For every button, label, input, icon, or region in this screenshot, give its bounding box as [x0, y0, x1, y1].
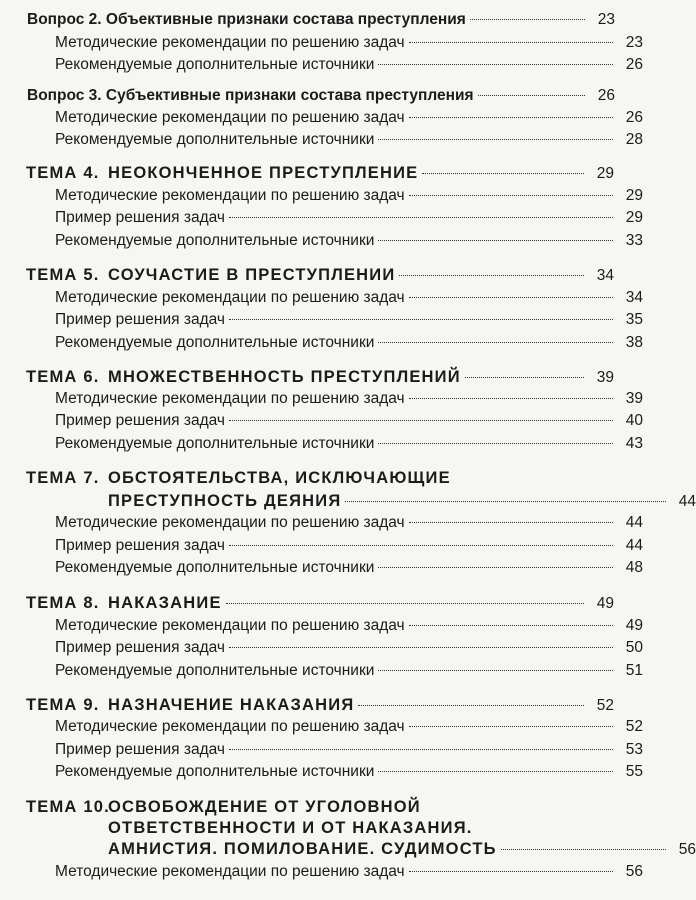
leader-dots: [422, 173, 584, 174]
leader-dots: [409, 871, 613, 872]
toc-subentry[interactable]: [0, 616, 643, 636]
topic-title-continued: ПРЕСТУПНОСТЬ ДЕЯНИЯ: [108, 492, 342, 510]
leader-dots: [409, 726, 613, 727]
page-number: 39: [625, 390, 643, 407]
toc-subentry[interactable]: [0, 231, 643, 251]
toc-subentry[interactable]: [0, 108, 643, 128]
topic-number: ТЕМА 8.: [26, 594, 100, 612]
toc-subentry-title: Пример решения задач: [55, 209, 225, 226]
toc-subentry[interactable]: [0, 55, 643, 75]
toc-subentry-title: Методические рекомендации по решению задач: [55, 514, 405, 531]
topic-title-line: [26, 468, 451, 488]
leader-dots: [378, 567, 613, 568]
topic-title-continued: АМНИСТИЯ. ПОМИЛОВАНИЕ. СУДИМОСТЬ: [108, 840, 497, 858]
page-number: 29: [625, 209, 643, 226]
page-number: 53: [625, 741, 643, 758]
toc-subentry[interactable]: [0, 33, 643, 53]
leader-dots: [399, 275, 584, 276]
toc-subentry[interactable]: [0, 333, 643, 353]
page-number: 26: [625, 56, 643, 73]
topic-number: ТЕМА 6.: [26, 368, 100, 386]
page-number: 34: [625, 289, 643, 306]
page-number: 29: [596, 165, 614, 182]
toc-subentry[interactable]: [0, 389, 643, 409]
leader-dots: [358, 705, 584, 706]
toc-subentry-title: Методические рекомендации по решению задач: [55, 289, 405, 306]
toc-topic-entry[interactable]: [0, 367, 614, 388]
toc-subentry[interactable]: [0, 208, 643, 228]
leader-dots: [465, 377, 584, 378]
toc-subentry[interactable]: [0, 740, 643, 760]
toc-subentry-title: Пример решения задач: [55, 741, 225, 758]
page-number: 38: [625, 334, 643, 351]
topic-title: ОСВОБОЖДЕНИЕ ОТ УГОЛОВНОЙ: [108, 798, 421, 816]
page-number: 23: [597, 11, 615, 28]
toc-topic-entry[interactable]: [0, 265, 614, 286]
toc-subentry[interactable]: [0, 186, 643, 206]
topic-number: ТЕМА 7.: [26, 469, 100, 487]
leader-dots: [229, 319, 613, 320]
page-number: 50: [625, 639, 643, 656]
page-number: 26: [597, 87, 615, 104]
toc-subentry-title: Пример решения задач: [55, 311, 225, 328]
page-number: 26: [625, 109, 643, 126]
leader-dots: [409, 297, 613, 298]
leader-dots: [229, 749, 613, 750]
toc-subentry[interactable]: [0, 536, 643, 556]
toc-subentry-title: Рекомендуемые дополнительные источники: [55, 131, 375, 148]
toc-subentry[interactable]: [0, 862, 643, 882]
leader-dots: [409, 195, 613, 196]
toc-subentry-title: Методические рекомендации по решению задач: [55, 390, 405, 407]
toc-topic-entry[interactable]: [0, 163, 614, 184]
leader-dots: [478, 95, 585, 96]
toc-subentry-title: Рекомендуемые дополнительные источники: [55, 334, 375, 351]
page-number: 43: [625, 435, 643, 452]
toc-subentry-title: Методические рекомендации по решению задач: [55, 617, 405, 634]
toc-subentry[interactable]: [0, 130, 643, 150]
leader-dots: [226, 603, 584, 604]
toc-subentry-title: Методические рекомендации по решению задач: [55, 863, 405, 880]
toc-subentry-title: Пример решения задач: [55, 639, 225, 656]
page-number: 55: [625, 763, 643, 780]
leader-dots: [378, 342, 613, 343]
page-number: 40: [625, 412, 643, 429]
page-number: 52: [625, 718, 643, 735]
toc-question-entry[interactable]: [0, 86, 615, 106]
topic-title: НАЗНАЧЕНИЕ НАКАЗАНИЯ: [108, 696, 355, 714]
toc-subentry-title: Рекомендуемые дополнительные источники: [55, 435, 375, 452]
topic-title-continued: ОТВЕТСТВЕННОСТИ И ОТ НАКАЗАНИЯ.: [108, 819, 473, 837]
toc-subentry-title: Рекомендуемые дополнительные источники: [55, 559, 375, 576]
toc-subentry-title: Методические рекомендации по решению задач: [55, 34, 405, 51]
page-number: 29: [625, 187, 643, 204]
toc-subentry-title: Пример решения задач: [55, 412, 225, 429]
page-number: 49: [625, 617, 643, 634]
toc-subentry-title: Рекомендуемые дополнительные источники: [55, 763, 375, 780]
toc-subentry[interactable]: [0, 434, 643, 454]
topic-number: ТЕМА 5.: [26, 266, 100, 284]
toc-subentry-title: Методические рекомендации по решению задач: [55, 718, 405, 735]
toc-subentry-title: Рекомендуемые дополнительные источники: [55, 662, 375, 679]
toc-subentry-title: Рекомендуемые дополнительные источники: [55, 56, 375, 73]
page-number: 44: [678, 493, 696, 510]
topic-number: ТЕМА 4.: [26, 164, 100, 182]
page-number: 56: [625, 863, 643, 880]
topic-title: НАКАЗАНИЕ: [108, 594, 222, 612]
leader-dots: [501, 849, 666, 850]
leader-dots: [345, 501, 666, 502]
page-number: 49: [596, 595, 614, 612]
topic-number: ТЕМА 9.: [26, 696, 100, 714]
topic-title-line: [26, 797, 421, 817]
page-number: 52: [596, 697, 614, 714]
toc-topic-entry[interactable]: [0, 491, 696, 512]
page-number: 51: [625, 662, 643, 679]
toc-question-title: Вопрос 3. Субъективные признаки состава преступления: [27, 87, 474, 104]
topic-title: НЕОКОНЧЕННОЕ ПРЕСТУПЛЕНИЕ: [108, 164, 419, 182]
toc-subentry-title: Пример решения задач: [55, 537, 225, 554]
toc-subentry[interactable]: [0, 411, 643, 431]
leader-dots: [378, 771, 613, 772]
page-number: 23: [625, 34, 643, 51]
page-number: 34: [596, 267, 614, 284]
page-number: 48: [625, 559, 643, 576]
toc-topic-entry[interactable]: [0, 593, 614, 614]
toc-topic-entry[interactable]: [0, 839, 696, 860]
leader-dots: [378, 443, 613, 444]
leader-dots: [229, 545, 613, 546]
toc-subentry[interactable]: [0, 717, 643, 737]
leader-dots: [229, 217, 613, 218]
toc-subentry[interactable]: [0, 288, 643, 308]
toc-subentry[interactable]: [0, 638, 643, 658]
leader-dots: [409, 42, 613, 43]
toc-subentry-title: Методические рекомендации по решению задач: [55, 187, 405, 204]
toc-subentry[interactable]: [0, 558, 643, 578]
page-number: 56: [678, 841, 696, 858]
topic-title-line: [108, 818, 473, 838]
toc-subentry[interactable]: [0, 661, 643, 681]
leader-dots: [378, 139, 613, 140]
toc-question-title: Вопрос 2. Объективные признаки состава преступления: [27, 11, 466, 28]
topic-title: ОБСТОЯТЕЛЬСТВА, ИСКЛЮЧАЮЩИЕ: [108, 469, 451, 487]
leader-dots: [378, 240, 613, 241]
page-number: 44: [625, 514, 643, 531]
leader-dots: [229, 420, 613, 421]
page-number: 28: [625, 131, 643, 148]
leader-dots: [409, 398, 613, 399]
page-number: 35: [625, 311, 643, 328]
toc-subentry-title: Методические рекомендации по решению задач: [55, 109, 405, 126]
topic-title: МНОЖЕСТВЕННОСТЬ ПРЕСТУПЛЕНИЙ: [108, 368, 461, 386]
topic-number: ТЕМА 10.: [26, 798, 110, 816]
leader-dots: [378, 64, 613, 65]
toc-subentry[interactable]: [0, 762, 643, 782]
leader-dots: [409, 522, 613, 523]
topic-title: СОУЧАСТИЕ В ПРЕСТУПЛЕНИИ: [108, 266, 396, 284]
toc-subentry[interactable]: [0, 513, 643, 533]
leader-dots: [229, 647, 613, 648]
page-number: 39: [596, 369, 614, 386]
toc-question-entry[interactable]: [0, 10, 615, 30]
toc-topic-entry[interactable]: [0, 695, 614, 716]
leader-dots: [409, 117, 613, 118]
page-number: 44: [625, 537, 643, 554]
page-number: 33: [625, 232, 643, 249]
leader-dots: [409, 625, 613, 626]
leader-dots: [378, 670, 613, 671]
leader-dots: [470, 19, 585, 20]
toc-subentry-title: Рекомендуемые дополнительные источники: [55, 232, 375, 249]
toc-subentry[interactable]: [0, 310, 643, 330]
